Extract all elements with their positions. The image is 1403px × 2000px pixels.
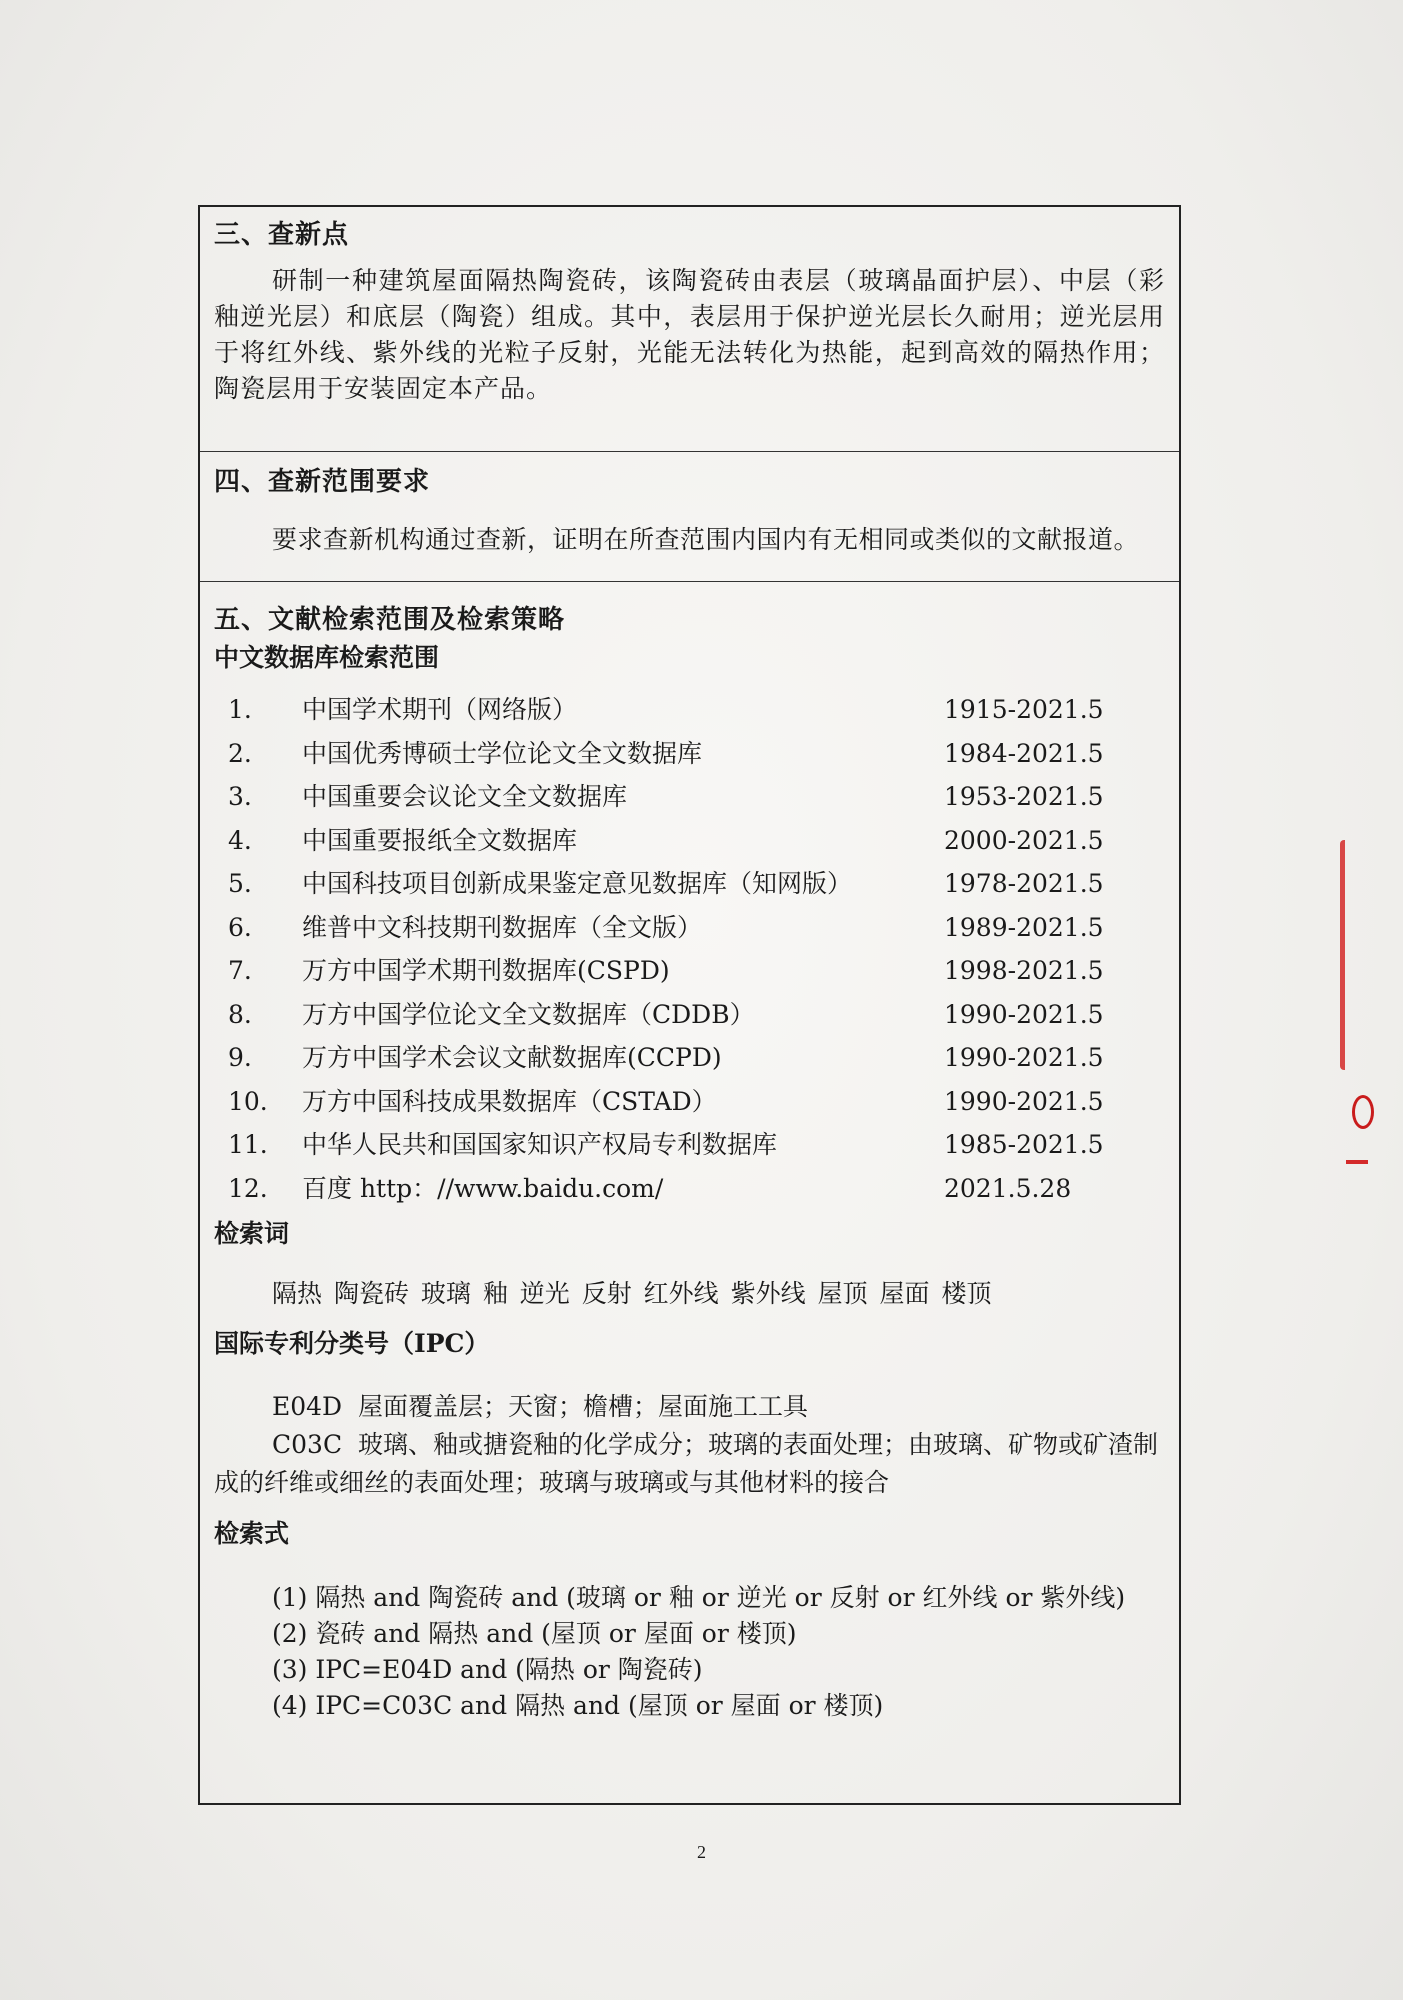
database-name: 万方中国学术会议文献数据库(CCPD) [302, 1043, 722, 1072]
database-name: 中国学术期刊（网络版） [302, 695, 578, 724]
red-seal-mark [1352, 1095, 1374, 1129]
red-seal-dash [1346, 1160, 1368, 1164]
database-row [214, 732, 1165, 776]
database-range: 1985-2021.5 [944, 1130, 1104, 1159]
section4-heading: 四、查新范围要求 [214, 467, 431, 497]
database-range: 1990-2021.5 [944, 1043, 1104, 1072]
database-number: 7. [228, 956, 252, 985]
keywords-text: 隔热 陶瓷砖 玻璃 釉 逆光 反射 红外线 紫外线 屋顶 屋面 楼顶 [272, 1279, 992, 1308]
database-range: 2000-2021.5 [944, 825, 1104, 855]
database-row [214, 1036, 1165, 1080]
database-row [214, 906, 1165, 950]
ipc-heading: 国际专利分类号（IPC） [214, 1329, 490, 1358]
database-range: 1998-2021.5 [944, 956, 1104, 985]
search-formula: (3) IPC=E04D and (隔热 or 陶瓷砖) [272, 1655, 703, 1684]
search-formula: (4) IPC=C03C and 隔热 and (屋顶 or 屋面 or 楼顶) [272, 1691, 884, 1720]
database-row [214, 688, 1165, 732]
ipc-description: 玻璃、釉或搪瓷釉的化学成分；玻璃的表面处理；由玻璃、矿物或矿渣制成的纤维或细丝的表面处理；玻璃与玻璃或与其他材料的接合 [214, 1430, 1158, 1497]
database-name: 中国优秀博硕士学位论文全文数据库 [302, 738, 703, 768]
database-range: 1989-2021.5 [944, 912, 1104, 942]
database-row [214, 775, 1165, 819]
database-range: 1984-2021.5 [944, 738, 1104, 768]
database-range: 1990-2021.5 [944, 999, 1104, 1029]
ipc-description: 屋面覆盖层；天窗；檐槽；屋面施工工具 [358, 1392, 809, 1421]
section-search-scope-requirement [200, 452, 1179, 582]
search-formula: (1) 隔热 and 陶瓷砖 and (玻璃 or 釉 or 逆光 or 反射 or 红外线 or 紫外线) [272, 1583, 1126, 1612]
database-list [214, 688, 1165, 1210]
red-seal-edge [1340, 840, 1381, 1070]
database-name: 百度 http：//www.baidu.com/ [302, 1173, 664, 1203]
database-name: 维普中文科技期刊数据库（全文版） [302, 912, 703, 942]
database-row [214, 1123, 1165, 1167]
cn-database-heading: 中文数据库检索范围 [214, 643, 440, 672]
database-name: 中国科技项目创新成果鉴定意见数据库（知网版） [302, 869, 853, 898]
database-range: 2021.5.28 [944, 1173, 1072, 1203]
database-row [214, 1167, 1165, 1211]
section5-heading: 五、文献检索范围及检索策略 [214, 605, 566, 635]
database-number: 8. [228, 999, 252, 1029]
section4-body: 要求查新机构通过查新，证明在所查范围内国内有无相同或类似的文献报道。 [272, 525, 1140, 554]
database-row [214, 949, 1165, 993]
ipc-entry-c03c [214, 1426, 1165, 1502]
database-number: 6. [228, 912, 252, 942]
database-number: 4. [228, 825, 252, 855]
database-number: 3. [228, 782, 252, 811]
ipc-code: E04D [272, 1392, 343, 1421]
database-row [214, 862, 1165, 906]
section-novelty-points [200, 207, 1179, 452]
database-row [214, 819, 1165, 863]
page-number: 2 [697, 1842, 706, 1862]
section-search-strategy [200, 582, 1179, 1807]
database-number: 11. [228, 1130, 268, 1159]
database-name: 中国重要会议论文全文数据库 [302, 782, 628, 811]
section3-heading: 三、查新点 [214, 220, 350, 250]
database-range: 1953-2021.5 [944, 782, 1104, 811]
search-formula: (2) 瓷砖 and 隔热 and (屋顶 or 屋面 or 楼顶) [272, 1619, 797, 1648]
database-number: 5. [228, 869, 252, 898]
database-name: 万方中国科技成果数据库（CSTAD） [302, 1086, 717, 1116]
section3-body: 研制一种建筑屋面隔热陶瓷砖，该陶瓷砖由表层（玻璃晶面护层）、中层（彩釉逆光层）和底层（陶瓷）组成。其中，表层用于保护逆光层长久耐用；逆光层用于将红外线、紫外线的光粒子反射，光能无法转化为热能，起到高效的隔热作用；陶瓷层用于安装固定本产品。 [214, 266, 1165, 403]
database-row [214, 1080, 1165, 1124]
ipc-entry-e04d [214, 1388, 1165, 1426]
database-number: 1. [228, 695, 252, 724]
database-name: 中华人民共和国国家知识产权局专利数据库 [302, 1130, 778, 1159]
database-number: 2. [228, 738, 252, 768]
database-number: 10. [228, 1086, 268, 1116]
database-range: 1915-2021.5 [944, 695, 1104, 724]
database-row [214, 993, 1165, 1037]
database-range: 1978-2021.5 [944, 869, 1104, 898]
database-name: 万方中国学位论文全文数据库（CDDB） [302, 999, 755, 1029]
search-request-table [198, 205, 1181, 1805]
keywords-heading: 检索词 [214, 1219, 290, 1248]
database-number: 12. [228, 1173, 268, 1203]
database-range: 1990-2021.5 [944, 1086, 1104, 1116]
database-name: 万方中国学术期刊数据库(CSPD) [302, 956, 670, 985]
database-name: 中国重要报纸全文数据库 [302, 825, 578, 855]
database-number: 9. [228, 1043, 252, 1072]
ipc-code: C03C [272, 1430, 343, 1459]
formula-heading: 检索式 [214, 1519, 290, 1548]
